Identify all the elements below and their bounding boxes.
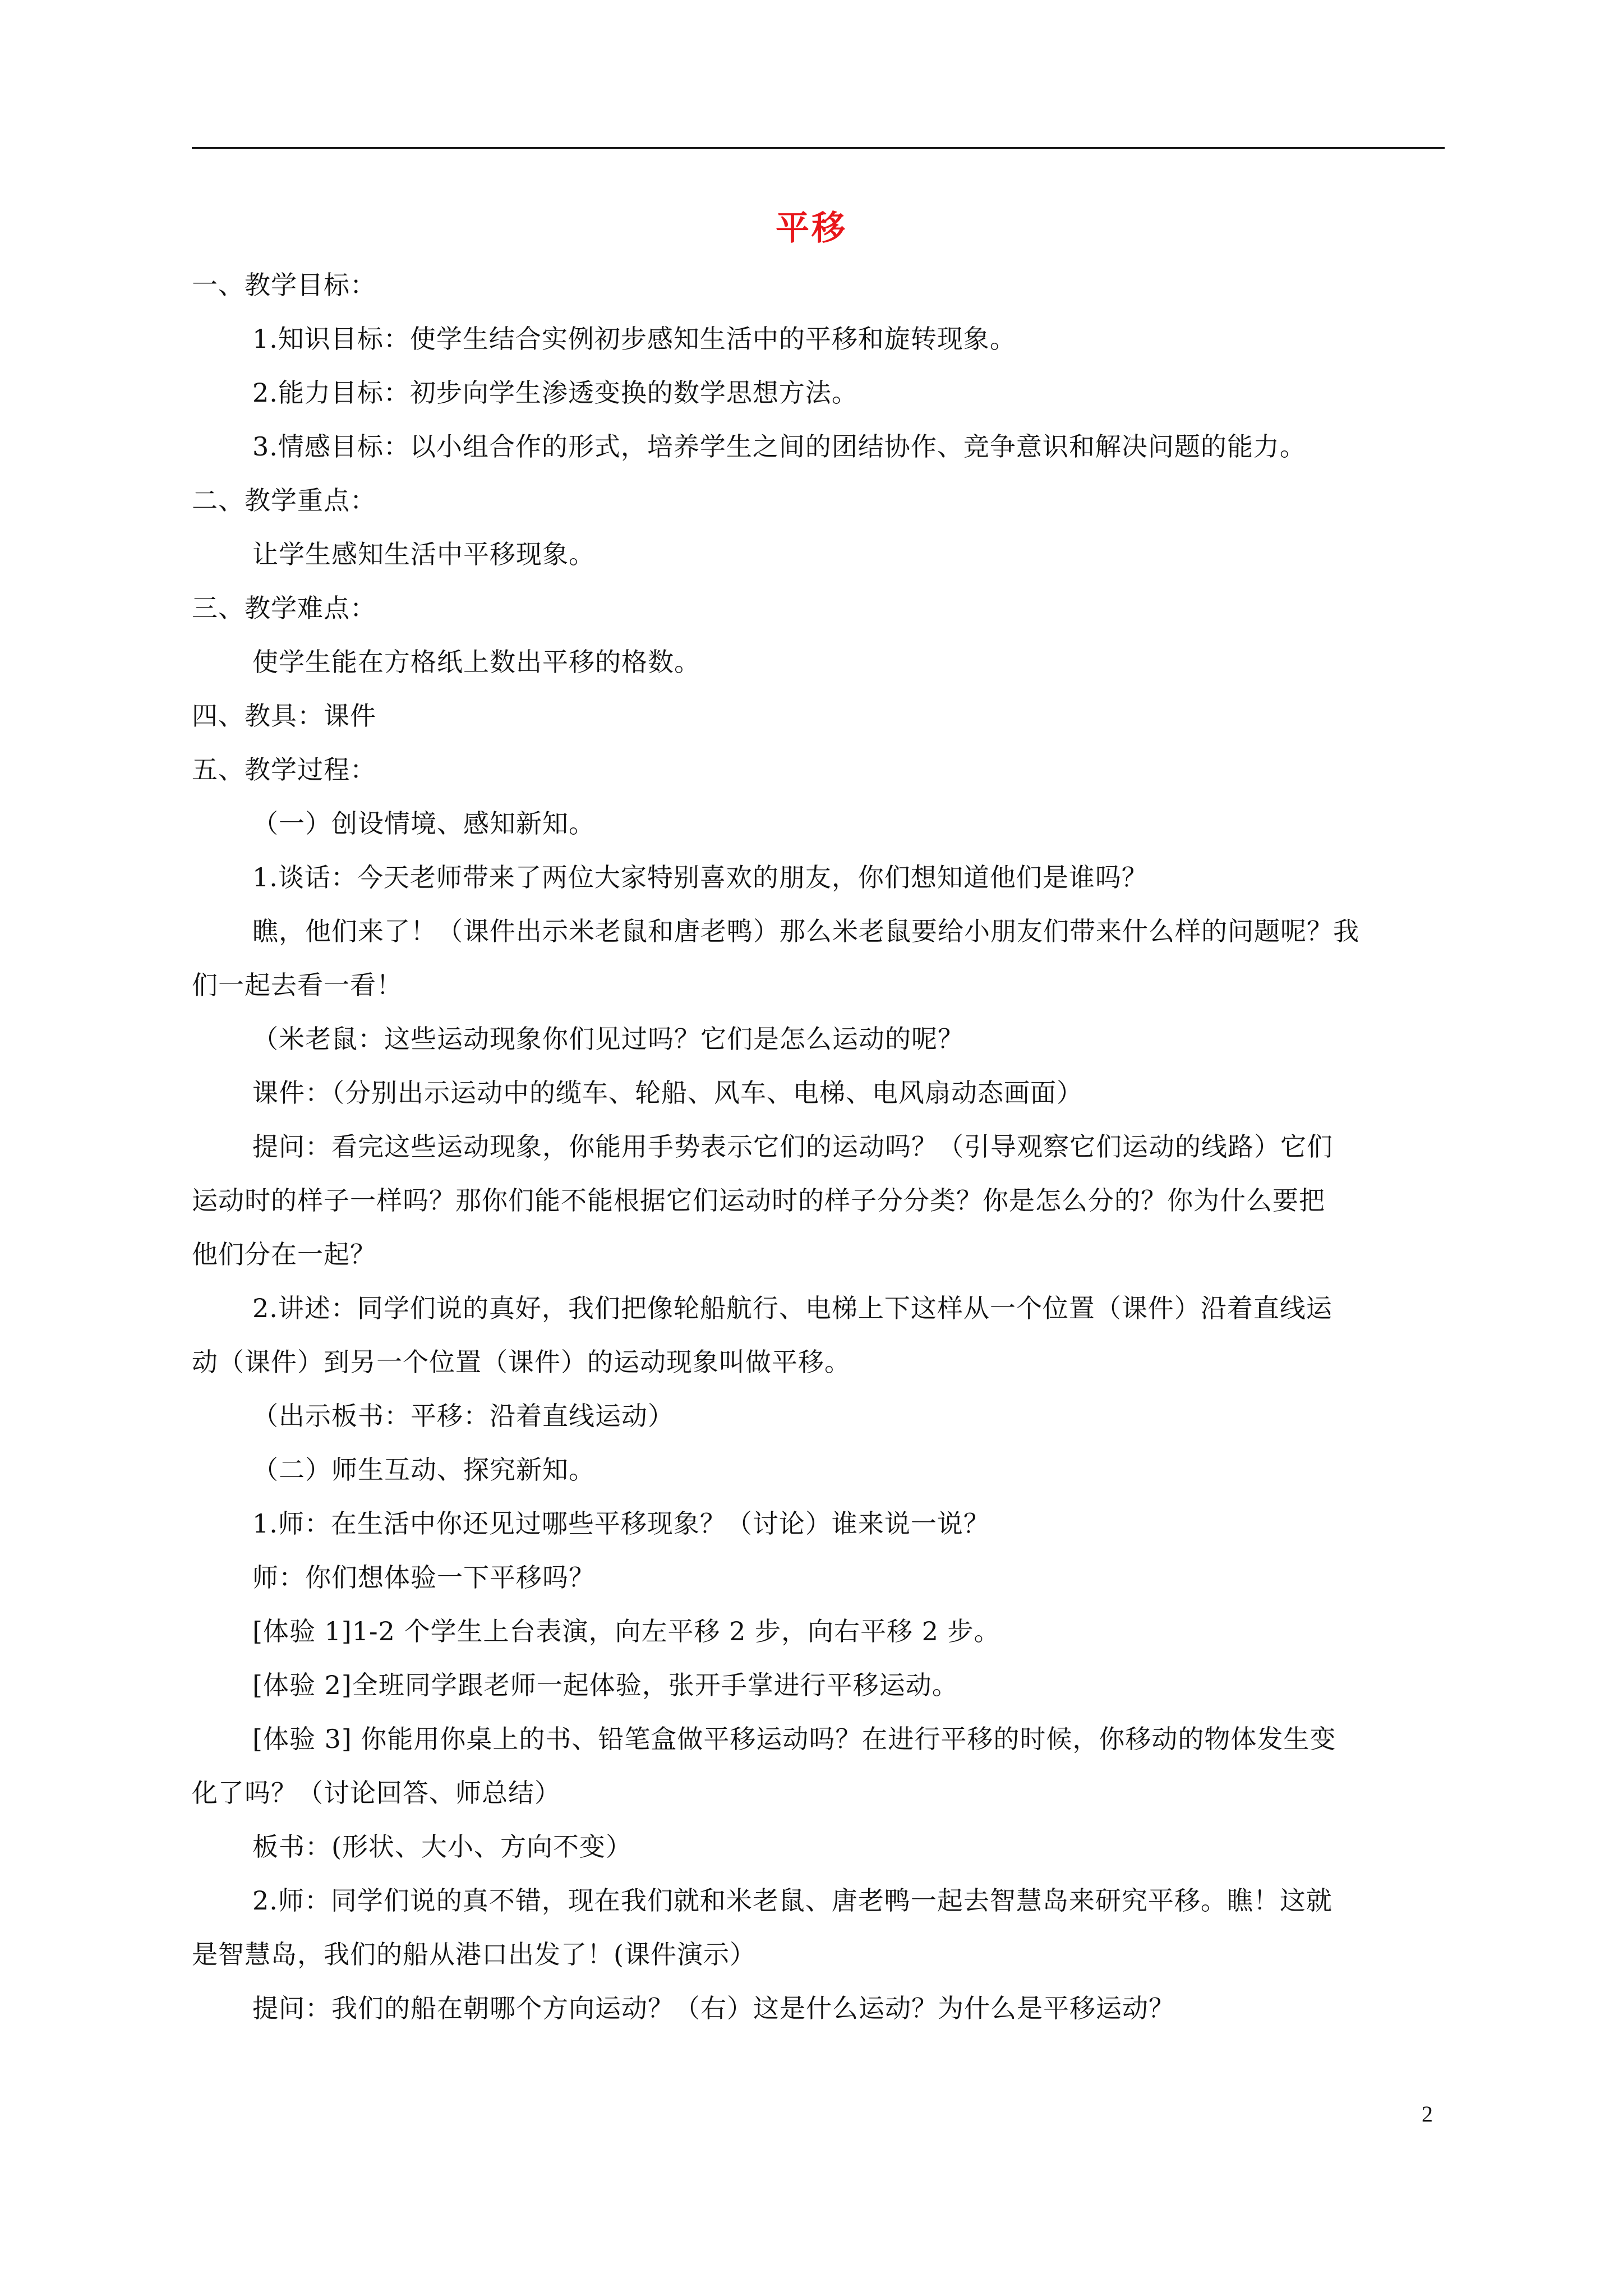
body-line: 板书：(形状、大小、方向不变） [252, 1832, 632, 1862]
body-line: 使学生能在方格纸上数出平移的格数。 [252, 647, 700, 677]
body-line: 一、教学目标： [192, 270, 376, 300]
body-line: 1.知识目标：使学生结合实例初步感知生活中的平移和旋转现象。 [252, 324, 1016, 354]
body-line: 提问：我们的船在朝哪个方向运动？（右）这是什么运动？为什么是平移运动？ [252, 1993, 1175, 2023]
header-rule [192, 147, 1445, 149]
body-line: （米老鼠：这些运动现象你们见过吗？它们是怎么运动的呢？ [252, 1024, 964, 1054]
body-line: 1.师：在生活中你还见过哪些平移现象？（讨论）谁来说一说？ [252, 1508, 990, 1539]
body-line: 3.情感目标：以小组合作的形式，培养学生之间的团结协作、竞争意识和解决问题的能力。 [252, 431, 1306, 462]
body-line: 1.谈话：今天老师带来了两位大家特别喜欢的朋友，你们想知道他们是谁吗？ [252, 862, 1148, 892]
body-line: （出示板书：平移：沿着直线运动） [252, 1401, 674, 1431]
document-title: 平移 [776, 209, 847, 248]
body-line: 2.能力目标：初步向学生渗透变换的数学思想方法。 [252, 378, 858, 408]
document-body [192, 258, 1445, 2035]
body-line: 课件：（分别出示运动中的缆车、轮船、风车、电梯、电风扇动态画面） [252, 1078, 1083, 1108]
body-line: 2.讲述：同学们说的真好，我们把像轮船航行、电梯上下这样从一个位置（课件）沿着直线运 [252, 1293, 1332, 1323]
body-line: 是智慧岛，我们的船从港口出发了！(课件演示） [192, 1939, 756, 1970]
body-line: 四、教具：课件 [192, 701, 376, 731]
body-line: 五、教学过程： [192, 754, 376, 785]
body-line: 提问：看完这些运动现象，你能用手势表示它们的运动吗？（引导观察它们运动的线路）它们 [252, 1131, 1333, 1162]
body-line: 三、教学难点： [192, 593, 376, 623]
body-line: 让学生感知生活中平移现象。 [252, 539, 595, 569]
body-line: 化了吗？（讨论回答、师总结） [192, 1778, 561, 1808]
body-line: [体验 2]全班同学跟老师一起体验，张开手掌进行平移运动。 [252, 1670, 958, 1700]
page-number: 2 [1422, 2101, 1433, 2127]
body-line: [体验 3] 你能用你桌上的书、铅笔盒做平移运动吗？在进行平移的时候，你移动的物体发生变 [252, 1724, 1336, 1754]
body-line: 运动时的样子一样吗？那你们能不能根据它们运动时的样子分分类？你是怎么分的？你为什么要把 [192, 1185, 1325, 1216]
body-line: 师：你们想体验一下平移吗？ [252, 1562, 595, 1593]
body-line: 他们分在一起？ [192, 1239, 376, 1269]
body-line: 2.师：同学们说的真不错，现在我们就和米老鼠、唐老鸭一起去智慧岛来研究平移。瞧！这就 [252, 1885, 1332, 1916]
body-line: 瞧，他们来了！（课件出示米老鼠和唐老鸭）那么米老鼠要给小朋友们带来什么样的问题呢？我 [252, 916, 1359, 946]
body-line: 二、教学重点： [192, 485, 376, 516]
body-line: （一）创设情境、感知新知。 [252, 808, 595, 839]
body-line: （二）师生互动、探究新知。 [252, 1455, 595, 1485]
body-line: [体验 1]1-2 个学生上台表演，向左平移 2 步，向右平移 2 步。 [252, 1616, 1000, 1646]
body-line: 们一起去看一看！ [192, 970, 403, 1000]
body-line: 动（课件）到另一个位置（课件）的运动现象叫做平移。 [192, 1347, 851, 1377]
